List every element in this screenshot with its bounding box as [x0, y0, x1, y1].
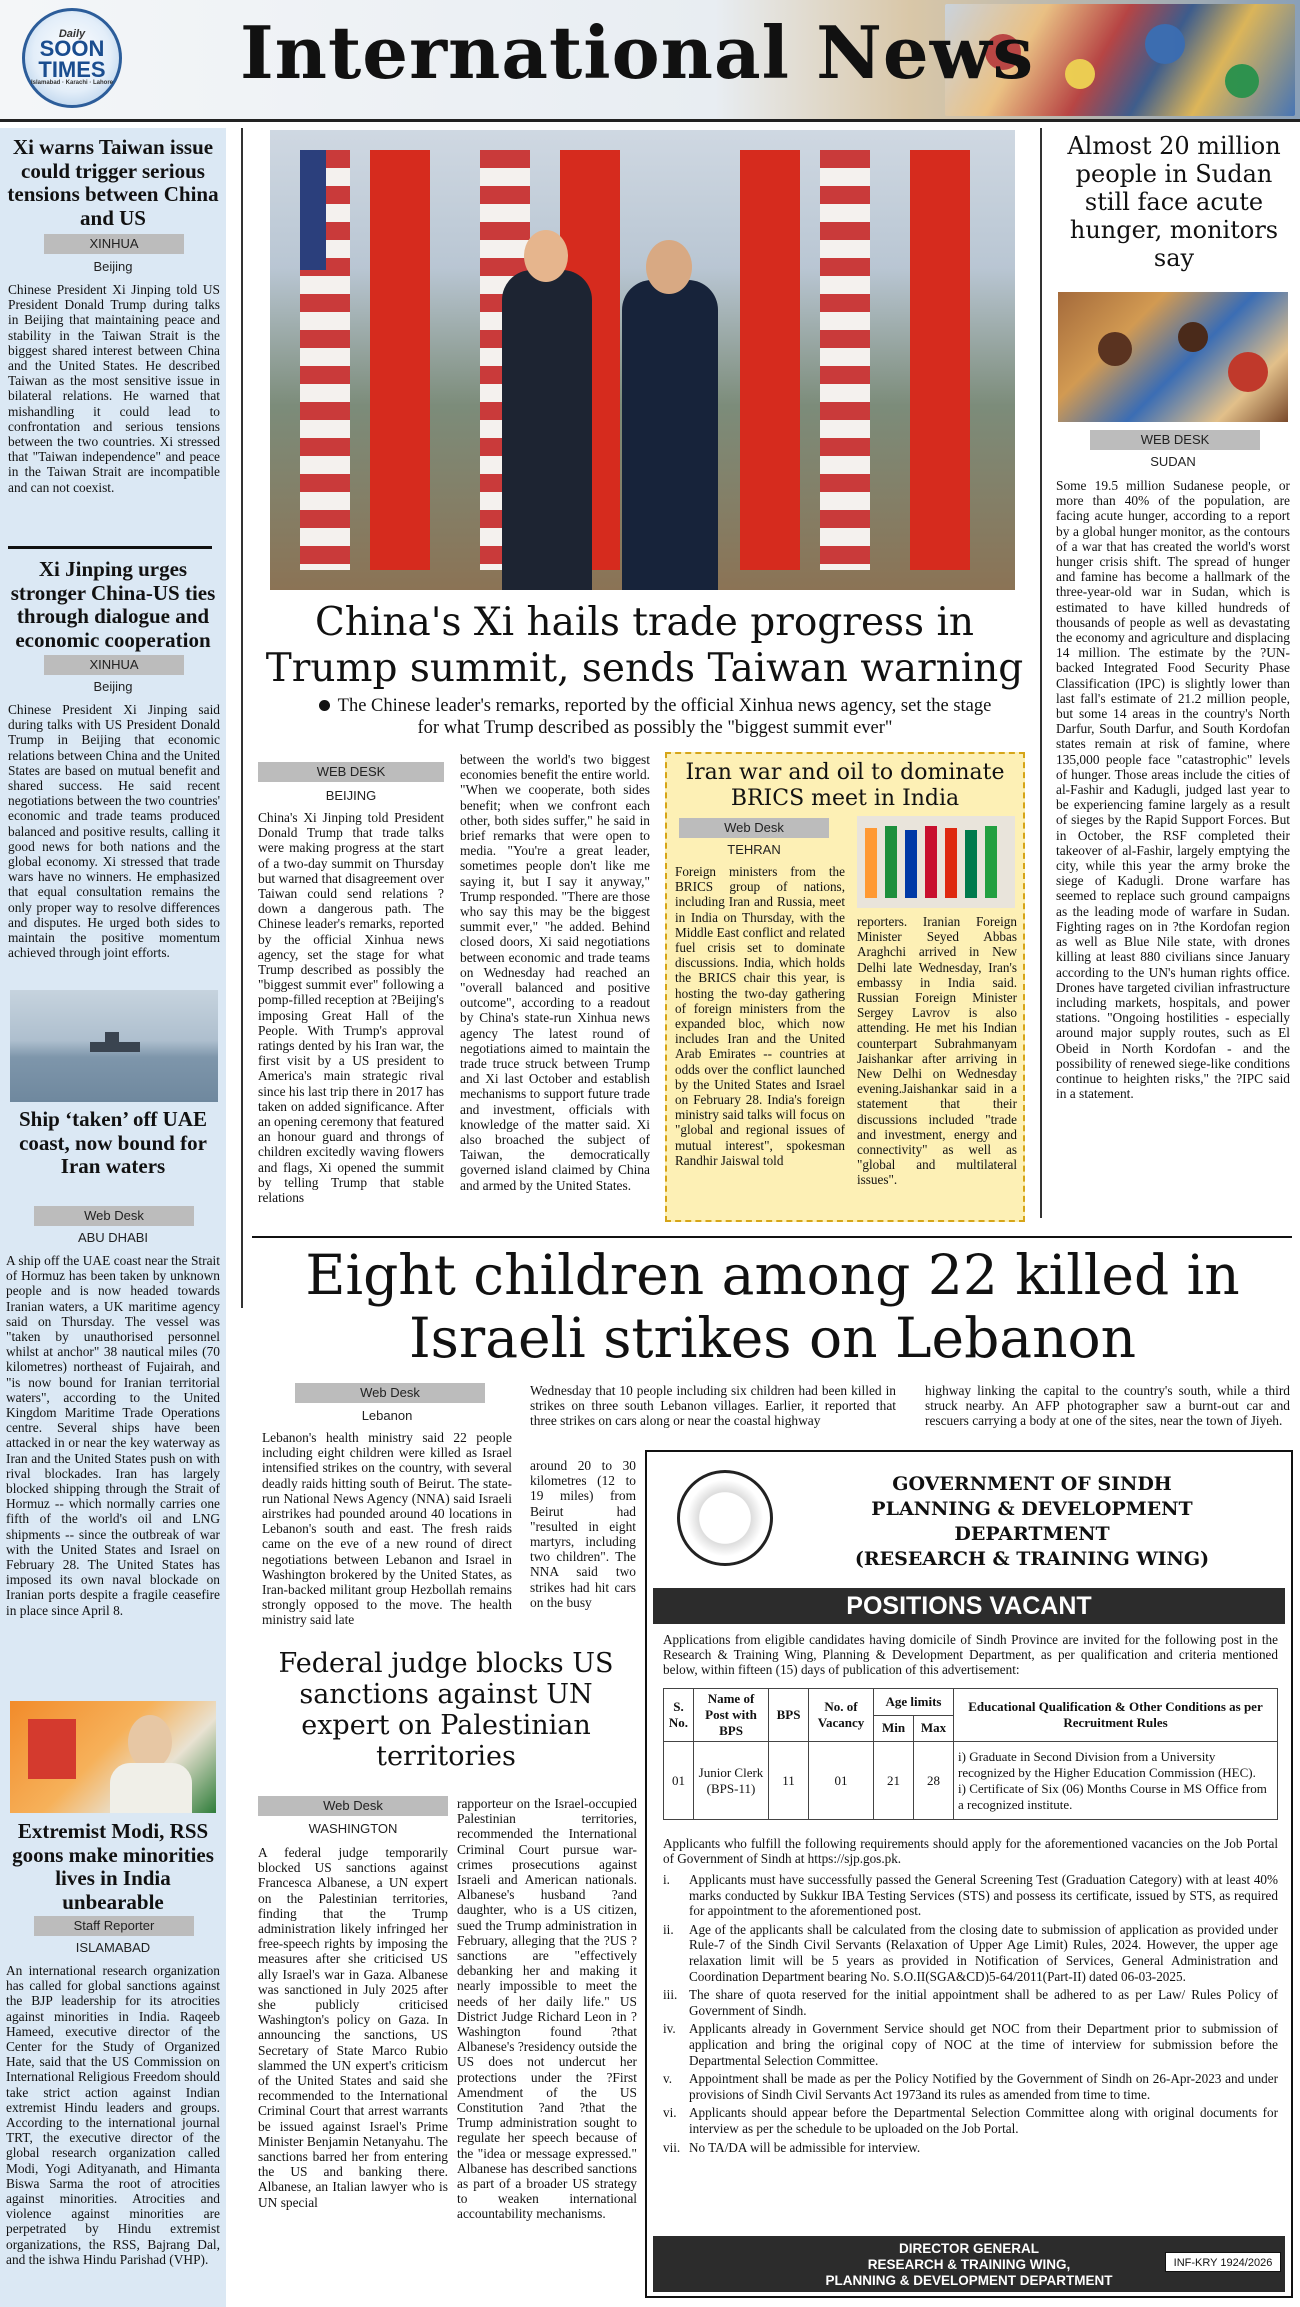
- judge-headline[interactable]: Federal judge blocks US sanctions against UN expert on Palestinian territories: [278, 1648, 614, 1772]
- ad-footer-3: PLANNING & DEVELOPMENT DEPARTMENT: [825, 2273, 1113, 2288]
- cell-education: [954, 1742, 1278, 1820]
- edu-line-1: i) Graduate in Second Division from a University recognized by the Higher Education Commission (HEC).: [958, 1748, 1256, 1780]
- lead-headline[interactable]: China's Xi hails trade progress in Trump summit, sends Taiwan warning: [265, 600, 1024, 691]
- ad-wing: (RESEARCH & TRAINING WING): [854, 1548, 1210, 1570]
- source-tag: Web Desk: [258, 1796, 448, 1816]
- logo-top: Daily: [58, 28, 86, 41]
- source-tag: WEB DESK: [258, 762, 444, 782]
- sindh-govt-seal-icon: [677, 1470, 773, 1566]
- judge-body-col1: A federal judge temporarily blocked US sanctions against Francesca Albanese, a UN expert on the Palestinian territories, finding that the Trump administration likely infringed her free-speech rights by imposing the measures after she criticised US ally Israel's war in Gaza. Albanese was sanctioned in July 2025 after she publicly criticised Washington's policy on Gaza. In announcing the sanctions, US Secretary of State Marco Rubio slammed the UN expert's criticism of the United States and said she recommended to the International Criminal Court that arrest warrants be issued against Israel's Prime Minister Benjamin Netanyahu. The sanctions barred her from entering the US and banking there. Albanese, an Italian lawyer who is UN special: [258, 1845, 448, 2210]
- cell-min: 21: [874, 1742, 914, 1820]
- th-education: Educational Qualification & Other Conditions as per Recruitment Rules: [954, 1689, 1278, 1742]
- ad-requirement-item: [663, 1872, 1278, 1919]
- ad-requirement-text: Applicants already in Government Service should get NOC from their Department prior to submission of application and bring the original copy of NOC at the time of interview for submission before the Departmental Selection Committee.: [689, 2021, 1278, 2068]
- ad-requirement-number: v.: [663, 2071, 673, 2087]
- ad-heading: [797, 1472, 1267, 1572]
- logo-mid: SOON: [39, 36, 105, 62]
- lebanon-body-col2b: around 20 to 30 kilometres (12 to 19 miles) from Beirut had "resulted in eight martyrs, including two children". The NNA said two strikes had hit cars on the busy: [530, 1458, 636, 1610]
- column-rule: [241, 128, 243, 1308]
- source-tag: Web Desk: [34, 1206, 194, 1226]
- edu-line-2: i) Certificate of Six (06) Months Course in MS Office from a recognized institute.: [958, 1780, 1267, 1812]
- brics-flags-photo[interactable]: [857, 816, 1015, 908]
- lebanon-body-col3: highway linking the capital to the country's south, while a third struck nearby. An AFP photographer saw a burnt-out car and rescuers carrying a body at one of the sites, near the town of Jiyeh.: [925, 1383, 1290, 1429]
- ad-requirement-text: No TA/DA will be admissible for interview.: [689, 2139, 921, 2155]
- sudan-headline[interactable]: Almost 20 million people in Sudan still face acute hunger, monitors say: [1067, 132, 1281, 272]
- modi-photo[interactable]: [10, 1701, 216, 1813]
- lead-body-col1: China's Xi Jinping told President Donald Trump that trade talks were making progress at the start of a two-day summit on Thursday but warned that disagreement over Taiwan could send relations ?down a dangerous path. The Chinese leader's remarks, reported by the official Xinhua news agency, set the stage for what Trump described as possibly the "biggest summit ever" following a pomp-filled reception at ?Beijing's imposing Great Hall of the People. With Trump's approval ratings dented by his Iran war, the first visit by a US president to America's main strategic rival since his last trip there in 2017 has taken on added significance. After an opening ceremony that featured an honour guard and throngs of children excitedly waving flowers and flags, Xi opened the summit by telling Trump that stable relations: [258, 810, 444, 1206]
- dateline: Beijing: [93, 259, 133, 274]
- ad-gov: GOVERNMENT OF SINDH: [892, 1473, 1172, 1495]
- ad-requirement-item: [663, 2021, 1278, 2068]
- th-age: Age limits: [874, 1689, 954, 1716]
- column-rule: [1040, 128, 1042, 1218]
- story-headline[interactable]: Xi Jinping urges stronger China-US ties through dialogue and economic cooperation: [10, 557, 216, 652]
- ad-requirement-number: vi.: [663, 2105, 677, 2121]
- newspaper-logo[interactable]: [22, 8, 122, 108]
- dateline: TEHRAN: [727, 842, 781, 857]
- brics-headline[interactable]: Iran war and oil to dominate BRICS meet in India: [685, 760, 1005, 811]
- ad-footer-1: DIRECTOR GENERAL: [898, 2241, 1039, 2256]
- ad-requirement-item: [663, 2105, 1278, 2136]
- ad-requirement-number: ii.: [663, 1921, 674, 1937]
- story-body: A ship off the UAE coast near the Strait of Hormuz has been taken by unknown people and is now headed towards Iranian waters, a UK maritime agency said on Thursday. The vessel was "taken by unauthorised personnel whilst at anchor" 38 nautical miles (70 kilometres) northeast of Fujairah, and "is now bound for Iranian territorial waters", according to the United Kingdom Maritime Trade Operations centre. Several ships have been attacked in or near the key waterway as Iran and the United States push on with rival blockades. Iran has largely blocked shipping through the Strait of Hormuz -- which normally carries one fifth of the world's oil and LNG shipments -- since the outbreak of war with the United States and Israel on February 28. The United States has imposed its own naval blockade on Iranian ports despite a fragile ceasefire in place since April 8.: [6, 1253, 220, 1618]
- lebanon-body-col1: Lebanon's health ministry said 22 people including eight children were killed as Israel intensified strikes on the country, with several deadly raids hitting south of Beirut. The state-run National News Agency (NNA) said Israeli airstrikes had pounded around 40 locations in Lebanon's south and east. The fresh raids came on the eve of a new round of direct negotiations between Lebanon and Israel in Washington brokered by the United States, as Iran-backed militant group Hezbollah remains strongly opposed to the move. The health ministry said late: [262, 1430, 512, 1628]
- story-body: An international research organization has called for global sanctions against the BJP leadership for its atrocities against minorities in India. Raqeeb Hameed, executive director of the Center for the Study of Organized Hate, said that the US Commission on International Religious Freedom should take strict action against Indian extremist Hindu leaders and groups. According to the international journal TRT, the executive director of the global research organization called Modi, Yogi Adityanath, and Himanta Biswa Sarma the root of atrocities against minorities. Atrocities and violence against minorities are perpetrated by Hindu extremist organizations, the RSS, Bajrang Dal, and the ishwa Hindu Parishad (VHP).: [6, 1963, 220, 2267]
- dateline: ABU DHABI: [77, 1230, 149, 1245]
- cell-bps: 11: [769, 1742, 809, 1820]
- masthead: [0, 0, 1300, 122]
- story-body: Chinese President Xi Jinping said during talks with US President Donald Trump in Beijing that economic relations between China and the United States are based on mutual benefit and shared success. He said recent negotiations between the two countries' economic and trade teams produced balanced and positive results, calling it good news for both nations and the global economy. Xi stressed that trade wars have no winners. He emphasized that equal consultation remains the only proper way to resolve differences and disputes. He urged both sides to maintain the positive momentum achieved through joint efforts.: [8, 702, 220, 961]
- judge-body-col2: rapporteur on the Israel-occupied Palestinian territories, recommended the International Criminal Court pursue war-crimes prosecutions against Israeli and American nationals. Albanese's husband ?and daughter, who is a US citizen, sued the Trump administration in February, alleging that the ?US ?sanctions are "effectively debanking her and making it nearly impossible to meet the needs of her daily life." US District Judge Richard Leon in ?Washington found ?that Albanese's ?residency outside the US does not undercut her protections under the ?First Amendment of the US Constitution ?and ?that the Trump administration sought to regulate her speech because of the "idea or message expressed." Albanese has described sanctions as part of a broader US strategy to weaken international accountability mechanisms.: [457, 1796, 637, 2222]
- source-tag: Staff Reporter: [34, 1916, 194, 1936]
- ad-requirement-text: Appointment shall be made as per the Policy Notified by the Government of Sindh on 26-Apr-2023 and under provisions of Sindh Civil Servants Act 1973and its rules as amended from time to time.: [689, 2071, 1278, 2102]
- positions-table: [663, 1688, 1278, 1820]
- bullet-icon: [319, 700, 330, 711]
- lead-body-col2: between the world's two biggest economies benefit the entire world. "When we cooperate, both sides benefit; when we confront each other, both sides suffer," he said in brief remarks that were open to media. "You're a great leader, sometimes people don't like me saying it, but I say it anyway," Trump responded. "There are those who say this may be the biggest summit ever," "he added. Behind closed doors, Xi said negotiations between economic and trade teams on Wednesday had reached an "overall balanced and positive outcome", according to a readout by China's state-run Xinhua news agency The latest round of negotiations aimed to maintain the trade truce struck between Trump and Xi last October and establish mechanisms to support future trade and investment, officials with knowledge of the matter said. Xi also broached the subject of Taiwan, the democratically governed island claimed by China and armed by the United States.: [460, 752, 650, 1193]
- left-sidebar: [0, 128, 226, 2307]
- sudan-photo[interactable]: [1058, 292, 1288, 422]
- ad-footer-2: RESEARCH & TRAINING WING,: [867, 2257, 1071, 2272]
- story-body: Chinese President Xi Jinping told US President Donald Trump during talks in Beijing that maintaining peace and stability in the Taiwan Strait is the biggest shared interest between China and the United States. He described Taiwan as the most sensitive issue in bilateral relations. He warned that mishandling it could lead to confrontation and serious tensions between the two countries. Xi stressed that "Taiwan independence" and peace in the Taiwan Strait are incompatible and can not coexist.: [8, 282, 220, 495]
- ad-intro: Applications from eligible candidates having domicile of Sindh Province are invited for the following post in the Research & Training Wing, Planning & Development Department, as per qualification and criteria mentioned below, within fifteen (15) days of publication of this advertisement:: [663, 1632, 1278, 1678]
- dateline: BEIJING: [325, 788, 377, 803]
- story-headline[interactable]: Extremist Modi, RSS goons make minorities lives in India unbearable: [12, 1819, 214, 1914]
- source-tag: Web Desk: [679, 818, 829, 838]
- sindh-govt-advertisement: [645, 1450, 1293, 2298]
- ad-requirement-number: i.: [663, 1872, 670, 1887]
- ad-requirement-item: [663, 1922, 1278, 1984]
- cell-vacancy: 01: [809, 1742, 874, 1820]
- story-headline[interactable]: Xi warns Taiwan issue could trigger serious tensions between China and US: [7, 135, 219, 230]
- th-max: Max: [914, 1715, 954, 1742]
- section-title: International News: [240, 10, 1035, 95]
- ad-requirement-item: [663, 1987, 1278, 2018]
- ad-requirement-item: [663, 2071, 1278, 2102]
- ad-requirement-text: Applicants should appear before the Departmental Selection Committee along with original documents for interview as per the schedule to be uploaded on the Job Portal.: [689, 2105, 1278, 2136]
- ad-requirement-number: iii.: [663, 1987, 678, 2003]
- brics-body-col1: Foreign ministers from the BRICS group of nations, including Iran and Russia, meet in India on Thursday, with the Middle East conflict and related fuel crisis set to dominate discussions. India, which holds the BRICS chair this year, is hosting the two-day gathering of foreign ministers from the expanded bloc, which now includes Iran and the United Arab Emirates -- countries at odds over the conflict launched by the United States and Israel on February 28. India's foreign ministry said talks will focus on "global and regional issues of mutual interest", spokesman Randhir Jaiswal told: [675, 864, 845, 1168]
- dateline: ISLAMABAD: [75, 1940, 151, 1955]
- dateline: Lebanon: [361, 1408, 413, 1423]
- ad-requirement-item: [663, 2140, 1278, 2156]
- ad-requirement-text: Age of the applicants shall be calculated from the closing date to submission of application as provided under Rule-7 of the Sindh Civil Servants (Relaxation of Upper Age Limit) Rules, 2024. However, the upper age relaxation limit will be 5 years as provided in Notification of Services, General Administration and Coordination Department bearing No. S.O.II(SGA&CD)5-64/2011(Part-II) dated 06-03-2025.: [689, 1921, 1278, 1984]
- ad-code: INF-KRY 1924/2026: [1165, 2252, 1281, 2272]
- logo-bottom: TIMES: [38, 57, 106, 83]
- ad-apply: [663, 1836, 1278, 1866]
- lead-deck: [310, 695, 1000, 739]
- ad-apply-text: Applicants who fulfill the following requirements should apply for the aforementioned vacancies on the Job Portal of Government of Sindh at https://sjp.gos.pk.: [663, 1836, 1278, 1867]
- th-min: Min: [874, 1715, 914, 1742]
- source-tag: WEB DESK: [1090, 430, 1260, 450]
- dateline: WASHINGTON: [308, 1821, 398, 1836]
- divider: [8, 546, 212, 549]
- cell-post: Junior Clerk (BPS-11): [694, 1742, 769, 1820]
- th-sno: S. No.: [664, 1689, 694, 1742]
- source-tag: XINHUA: [44, 655, 184, 675]
- dateline: SUDAN: [1150, 454, 1196, 469]
- brics-body-col2: reporters. Iranian Foreign Minister Seyed Abbas Araghchi arrived in New Delhi late Wednesday, Iran's embassy in India said. Russian Foreign Minister Sergey Lavrov is also attending. He met his Indian counterpart Subrahmanyam Jaishankar after arriving in New Delhi on Wednesday evening.Jaishankar said in a statement that their discussions included "trade and investment, energy and connectivity" as well as "global and multilateral issues".: [857, 914, 1017, 1188]
- source-tag: Web Desk: [295, 1383, 485, 1403]
- divider: [252, 1236, 1292, 1238]
- ad-requirement-number: iv.: [663, 2021, 676, 2037]
- ad-requirement-number: vii.: [663, 2139, 681, 2155]
- dateline: Beijing: [93, 679, 133, 694]
- brics-box: [665, 752, 1025, 1222]
- story-headline[interactable]: Ship ‘taken’ off UAE coast, now bound for Iran waters: [18, 1107, 208, 1179]
- ad-requirement-text: The share of quota reserved for the initial appointment shall be adhered to as per Law/ Rules Policy of Government of Sindh.: [689, 1987, 1278, 2018]
- cell-sno: 01: [664, 1742, 694, 1820]
- cell-max: 28: [914, 1742, 954, 1820]
- ad-requirements-list: [663, 1872, 1278, 2158]
- lead-deck-text: The Chinese leader's remarks, reported by the official Xinhua news agency, set the stage for what Trump described as possibly the "biggest summit ever": [337, 696, 992, 738]
- ad-dept: PLANNING & DEVELOPMENT DEPARTMENT: [871, 1498, 1193, 1545]
- source-tag: XINHUA: [44, 234, 184, 254]
- lebanon-body-col2a: Wednesday that 10 people including six children had been killed in strikes on three south Lebanon villages. Earlier, it reported that three strikes on cars along or near the coastal highway: [530, 1383, 896, 1429]
- ad-banner: POSITIONS VACANT: [653, 1588, 1285, 1624]
- summit-photo[interactable]: [270, 130, 1015, 590]
- th-bps: BPS: [769, 1689, 809, 1742]
- logo-tagline: Islamabad · Karachi · Lahore: [30, 80, 114, 87]
- lebanon-headline[interactable]: Eight children among 22 killed in Israeli strikes on Lebanon: [305, 1243, 1240, 1370]
- th-post: Name of Post with BPS: [694, 1689, 769, 1742]
- th-vacancy: No. of Vacancy: [809, 1689, 874, 1742]
- sudan-body: Some 19.5 million Sudanese people, or more than 40% of the population, are facing acute hunger, according to a report by a global hunger monitor, as the contours of a war that has created the world's worst hunger crisis shift. The spread of hunger and famine has become a hallmark of the three-year-old war in Sudan, which is estimated to have killed hundreds of thousands of people as well as devastating the economy and agriculture and displacing 14 million. The estimate by the ?UN-backed Integrated Food Security Phase Classification (IPC) is slightly lower than last fall's estimate of 21.2 million people, but some 14 areas in the country's North Darfur, South Darfur, and South Kordofan states remain at risk of famine, where 135,000 people face "catastrophic" levels of hunger. Those areas include the cities of al-Fashir and Kadugli, judged last year to be experiencing famine largely as a result of sieges by the Rapid Support Forces. But in October, the RSF completed their takeover of al-Fashir, largely emptying the city, while this year the army broke the siege of Kadugli. Drone warfare has seemed to replace such ground campaigns as the leading mode of warfare in Sudan. Fighting rages on in ?the Kordofan region as well as Blue Nile state, with drones killing at least 880 civilians since January according to the UN's human rights office. Drones have targeted civilian infrastructure including markets, hospitals, and power stations. "Ongoing hostilities - especially around major supply routes, such as El Obeid in North Kordofan - and the possibility of renewed siege-like conditions continue to heighten risks," the ?IPC said in a statement.: [1056, 478, 1290, 1102]
- ship-photo[interactable]: [10, 990, 218, 1102]
- ad-requirement-text: Applicants must have successfully passed the General Screening Test (Graduation Category) with at least 40% marks conducted by Sukkur IBA Testing Services (STS) and possess its certificate, issued by STS, as required for appointment to the aforementioned post.: [689, 1872, 1278, 1919]
